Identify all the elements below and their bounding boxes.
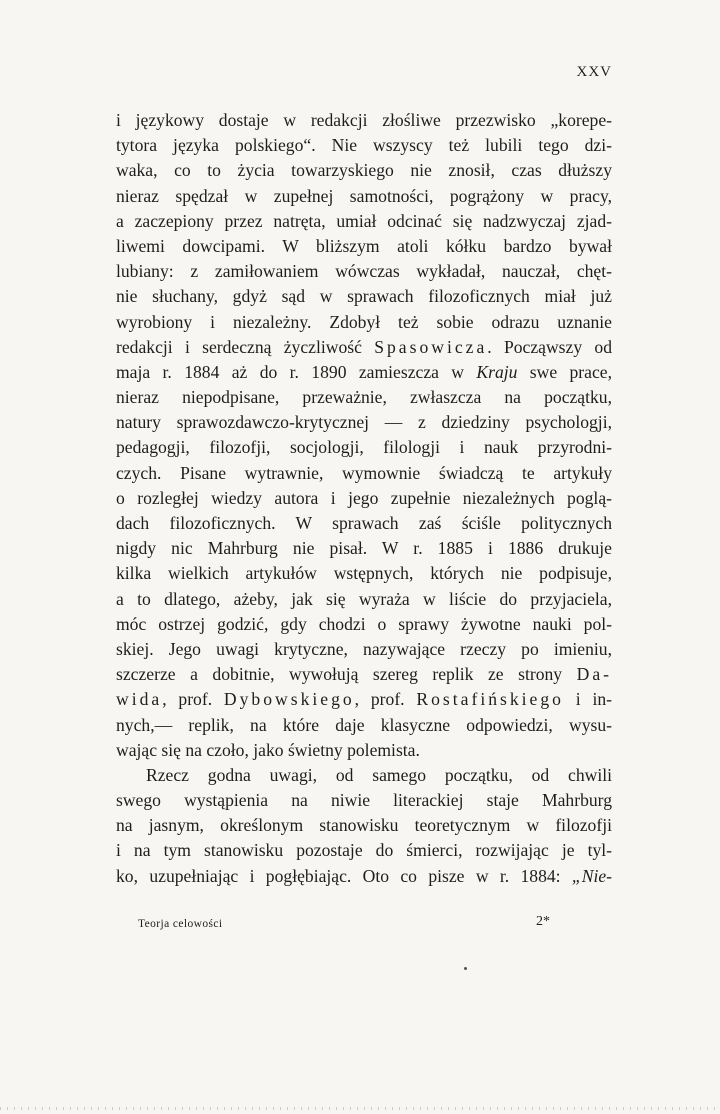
text-line: wając się na czoło, jako świetny polemista. <box>116 739 420 760</box>
text-run: . Począwszy od <box>487 336 612 357</box>
text-line <box>116 687 612 712</box>
text-run: redakcji i serdeczną życzliwość <box>116 336 375 357</box>
text-line: natury sprawozdawczo-krytycznej — z dziedziny psychologji, <box>116 412 612 433</box>
italic-title: Kraju <box>476 361 518 382</box>
text-line: czych. Pisane wytrawnie, wymownie świadczą te artykuły <box>116 462 612 483</box>
text-line: nie słuchany, gdyż sąd w sprawach filozoficznych miał już <box>116 286 612 307</box>
text-run: swe prace, <box>517 361 612 382</box>
text-line <box>116 360 612 385</box>
text-line: liwemi dowcipami. W bliższym atoli kółku bardzo bywał <box>116 235 612 256</box>
spaced-name: Spasowicza <box>374 336 488 357</box>
footer-signature-mark: 2* <box>536 914 550 929</box>
spaced-name: wida <box>116 689 163 710</box>
text-line: nigdy nic Mahrburg nie pisał. W r. 1885 i 1886 drukuje <box>116 538 612 559</box>
text-run: ko, uzupełniając i pogłębiając. Oto co pisze w r. 1884: <box>116 865 572 886</box>
page-number: XXV <box>576 64 612 80</box>
text-line: Rzecz godna uwagi, od samego początku, od chwili <box>146 764 612 785</box>
text-line: nych,— replik, na które daje klasyczne odpowiedzi, wysu- <box>116 714 612 735</box>
text-line: tytora języka polskiego“. Nie wszyscy też lubili tego dzi- <box>116 135 612 156</box>
text-run: maja r. 1884 aż do r. 1890 zamieszcza w <box>116 361 477 382</box>
text-line: dach filozoficznych. W sprawach zaś ściśle politycznych <box>116 513 612 533</box>
text-run: , prof. <box>354 689 417 710</box>
footer-signature-title: Teorja celowości <box>138 918 223 930</box>
text-run: szczerze a dobitnie, wywołują szereg replik ze strony <box>116 664 577 685</box>
text-run: , prof. <box>162 689 224 710</box>
text-line: o rozległej wiedzy autora i jego zupełnie niezależnych poglą- <box>116 487 612 508</box>
text-line: i językowy dostaje w redakcji złośliwe przezwisko „korepe- <box>116 110 612 130</box>
ink-speck <box>464 967 467 970</box>
text-line: nieraz niepodpisane, przeważnie, zwłaszcza na początku, <box>116 387 612 408</box>
text-line: pedagogji, filozofji, socjologji, filologji i nauk przyrodni- <box>116 437 612 458</box>
text-line: wyrobiony i niezależny. Zdobył też sobie odrazu uznanie <box>116 311 612 332</box>
text-line <box>116 662 612 687</box>
text-run: i in- <box>563 689 612 710</box>
text-line <box>116 864 612 889</box>
text-line <box>116 335 612 360</box>
italic-quote: „Nie- <box>571 865 612 886</box>
spaced-name: Dybowskiego <box>223 689 355 710</box>
body-text <box>116 108 612 889</box>
text-line: lubiany: z zamiłowaniem wówczas wykładał, nauczał, chęt- <box>116 261 612 282</box>
text-line: a to dlatego, ażeby, jak się wyraża w liście do przyjaciela, <box>116 588 612 609</box>
text-line: swego wystąpienia na niwie literackiej staje Mahrburg <box>116 790 612 811</box>
spaced-name: Da- <box>576 664 612 685</box>
spaced-name: Rostafińskiego <box>416 689 564 710</box>
text-line: waka, co to życia towarzyskiego nie znosił, czas dłuższy <box>116 160 612 181</box>
text-line: móc ostrzej godzić, gdy chodzi o sprawy żywotne nauki pol- <box>116 613 612 634</box>
text-line: a zaczepiony przez natręta, umiał odcinać się nadzwyczaj zjad- <box>116 210 612 231</box>
text-line: na jasnym, określonym stanowisku teoretycznym w filozofji <box>116 815 612 836</box>
scan-edge-dots <box>0 1107 720 1110</box>
text-line: i na tym stanowisku pozostaje do śmierci, rozwijając je tyl- <box>116 840 612 861</box>
text-line: skiej. Jego uwagi krytyczne, nazywające rzeczy po imieniu, <box>116 638 612 659</box>
text-line: kilka wielkich artykułów wstępnych, których nie podpisuje, <box>116 563 612 584</box>
text-line: nieraz spędzał w zupełnej samotności, pogrążony w pracy, <box>116 185 612 206</box>
